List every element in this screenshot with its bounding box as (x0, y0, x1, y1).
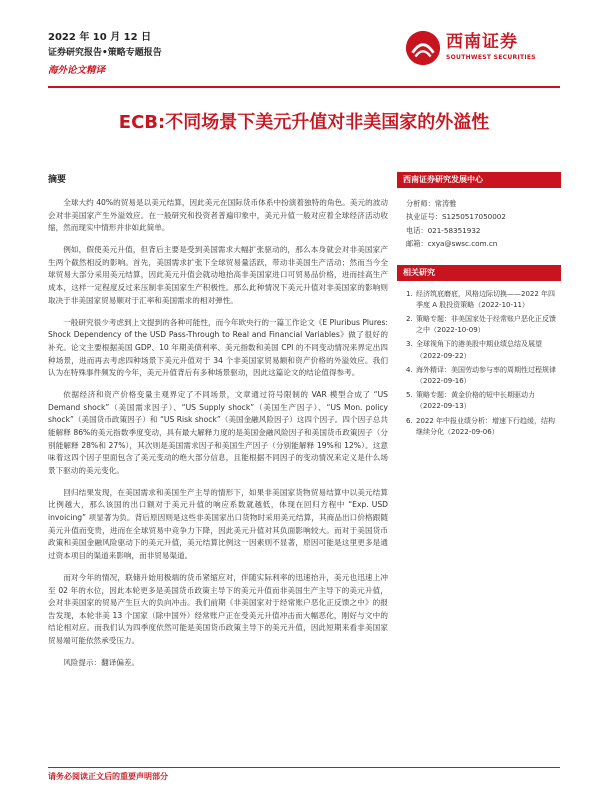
related-research-item[interactable] (406, 365, 559, 387)
related-item-title: 全球视角下的港美股中期业绩总结及展望（2022-09-22） (416, 340, 542, 360)
report-title: ECB:不同场景下美元升值对非美国家的外溢性 (118, 112, 490, 133)
company-logo (404, 29, 564, 75)
abstract-paragraph: 而对今年的情况，联储升始用极端的货币紧缩应对，伴随实际利率的迅速抬升，美元也迅速上冲至 02 年的水位，因此本轮更多是美国货币政策主导下的美元升值而非美国生产主导下的美元升值，会对非美国家的贸易产生巨大的负向冲击。我们前期《非美国家对于经常账户恶化正反馈之中》的报告发现，本轮非美 13 个国家（除中国外）经常账户正在受美元升值冲击而大幅恶化，刚好与文中的结论相对应。而我们认为四季度依然可能是美国货币政策主导下的美元升值，因此短期来看非美国家贸易端可能依然承受压力。 (48, 572, 388, 645)
report-date: 2022 年 10 月 12 日 (48, 32, 152, 43)
related-research-item[interactable] (406, 416, 559, 438)
report-type: 证券研究报告•策略专题报告 (48, 48, 162, 58)
abstract-paragraph: 回归结果发现，在美国需求和美国生产主导的情形下，如果非美国家货物贸易结算中以美元结算比例越大，那么该国的出口额对于美元升值的响应系数就越低，体现在回归方程中 “Exp. USD invoicing” 项显著为负。背后原因则是这些非美国家出口货物时采用美元结算，其商品出口价格跟随美元升值而变贵，进而在全球贸易中竞争力下降，因此美元升值对其负面影响较大。而对于美国货币政策和美国金融风险驱动下的美元升值，美元结算比例这一因素则不显著，原因可能是这里更多是通过资本项目的渠道来影响，而非贸易渠道。 (48, 487, 388, 560)
related-item-number: 4. (406, 365, 413, 374)
related-research-item[interactable] (406, 339, 559, 361)
logo-en-name: SOUTHWEST SECURITIES (446, 54, 536, 61)
abstract-paragraph: 依据经济和资产价格变量主观界定了不同场景，文章通过符号限制的 VAR 模型合成了 “US Demand shock”（美国需求因子）、“US Supply shock”（美国生产因子）、“US Mon. policy shock”（美国货币政策因子）和 “US Risk shock”（美国金融风险因子）这四个因子。四个因子总共能解释 86%的美元指数季度变动，具有最大解释力度的是美国金融风险因子和美国货币政策因子（分别能解释 28%和 27%），其次则是美国需求因子和美国生产因子（分别能解释 19%和 12%）。这意味着这四个因子里面包含了美元变动的绝大部分信息，且能根据不同因子的变动情况来定义是什么场景下驱动的美元变化。 (48, 390, 388, 475)
related-item-title: 经济筑底磨底，风格边际切换——2022 年四季度 A 股投资策略（2022-10-11） (416, 289, 556, 309)
institute-heading: 西南证券研究发展中心 (397, 172, 561, 188)
report-header (48, 31, 162, 77)
analyst-name: 分析师：常涛雅 (406, 199, 457, 208)
logo-cn-name: 西南证券 (446, 32, 518, 52)
related-item-title: 策略专题：黄金价格的短中长期驱动力（2022-09-13） (416, 391, 535, 411)
related-item-number: 2. (406, 315, 413, 324)
analyst-phone: 电话：021-58351932 (406, 225, 481, 235)
abstract-paragraph: 一般研究很少考虑到上文提到的各种可能性，而今年欧央行的一篇工作论文《E Pluribus Plures: Shock Dependency of the USD Pass-Through to Real and Financial Variables》做了很好的补充。论文主要根据美国 GDP、10 年期美债利率、美元指数和美国 CPI 的不同变动情况来界定出四种场景，进而再去考虑四种场景下美元升值对于 34 个非美国家贸易额和资产价格的外溢效应。我们认为在特殊事件频发的今年，美元升值背后有多种场景驱动，因此这篇论文的结论值得参考。 (48, 317, 388, 378)
sidebar (397, 172, 561, 441)
related-item-number: 5. (406, 391, 413, 400)
related-research-item[interactable] (406, 314, 559, 336)
related-item-number: 1. (406, 289, 413, 298)
related-research-list (397, 281, 561, 438)
swsc-emblem-icon (404, 29, 442, 67)
abstract-paragraph: 例如，假使美元升值，但背后主要是受到美国需求大幅扩张驱动的，那么本身就会对非美国家产生两个截然相反的影响。首先，美国需求扩张下全球贸易量活跃，带动非美国生产活动；然而当今全球贸易大部分采用美元结算，因此美元升值会就动地抬高非美国家进口可贸易品价格，进而挂高生产成本，这样一定程度反过来压制非美国家生产积极性。那么此种情况下美元升值对非美国家的影响则取决于非美国家贸易顺对于汇率和美国需求的相对弹性。 (48, 245, 388, 305)
analyst-license: 执业证号：S1250517050002 (406, 212, 506, 222)
footer-divider (48, 767, 560, 768)
risk-warning: 风险提示：翻译偏差。 (63, 658, 140, 667)
related-item-title: 2022 年中报业绩分析：增速下行趋缓，结构继续分化（2022-09-06） (416, 416, 556, 436)
related-research-item[interactable] (406, 390, 559, 412)
related-item-number: 6. (406, 416, 413, 425)
analyst-info (397, 197, 561, 251)
related-item-title: 策略专题：非美国家处于经常账户恶化正反馈之中（2022-10-09） (416, 315, 556, 335)
footer-disclaimer: 请务必阅读正文后的重要声明部分 (48, 772, 168, 781)
analyst-email[interactable]: 邮箱：cxya@swsc.com.cn (406, 239, 498, 249)
related-item-number: 3. (406, 340, 413, 349)
abstract-section (48, 172, 388, 679)
abstract-heading: 摘要 (48, 175, 67, 185)
abstract-paragraph: 全球大约 40%的贸易是以美元结算，因此美元在国际货币体系中扮演着独特的角色。美元的波动会对非美国家产生外溢效应。在一般研究和投资者普遍印象中，美元升值一般对应着全球经济活动收缩，然而现实中情形并非如此简单。 (48, 198, 388, 233)
report-column: 海外论文精译 (48, 65, 106, 76)
header-divider (48, 86, 560, 88)
related-item-title: 海外精译：美国劳动参与率的周期性过程规律（2022-09-16） (416, 365, 556, 386)
related-research-heading: 相关研究 (397, 265, 561, 281)
related-research-item[interactable] (406, 289, 559, 311)
